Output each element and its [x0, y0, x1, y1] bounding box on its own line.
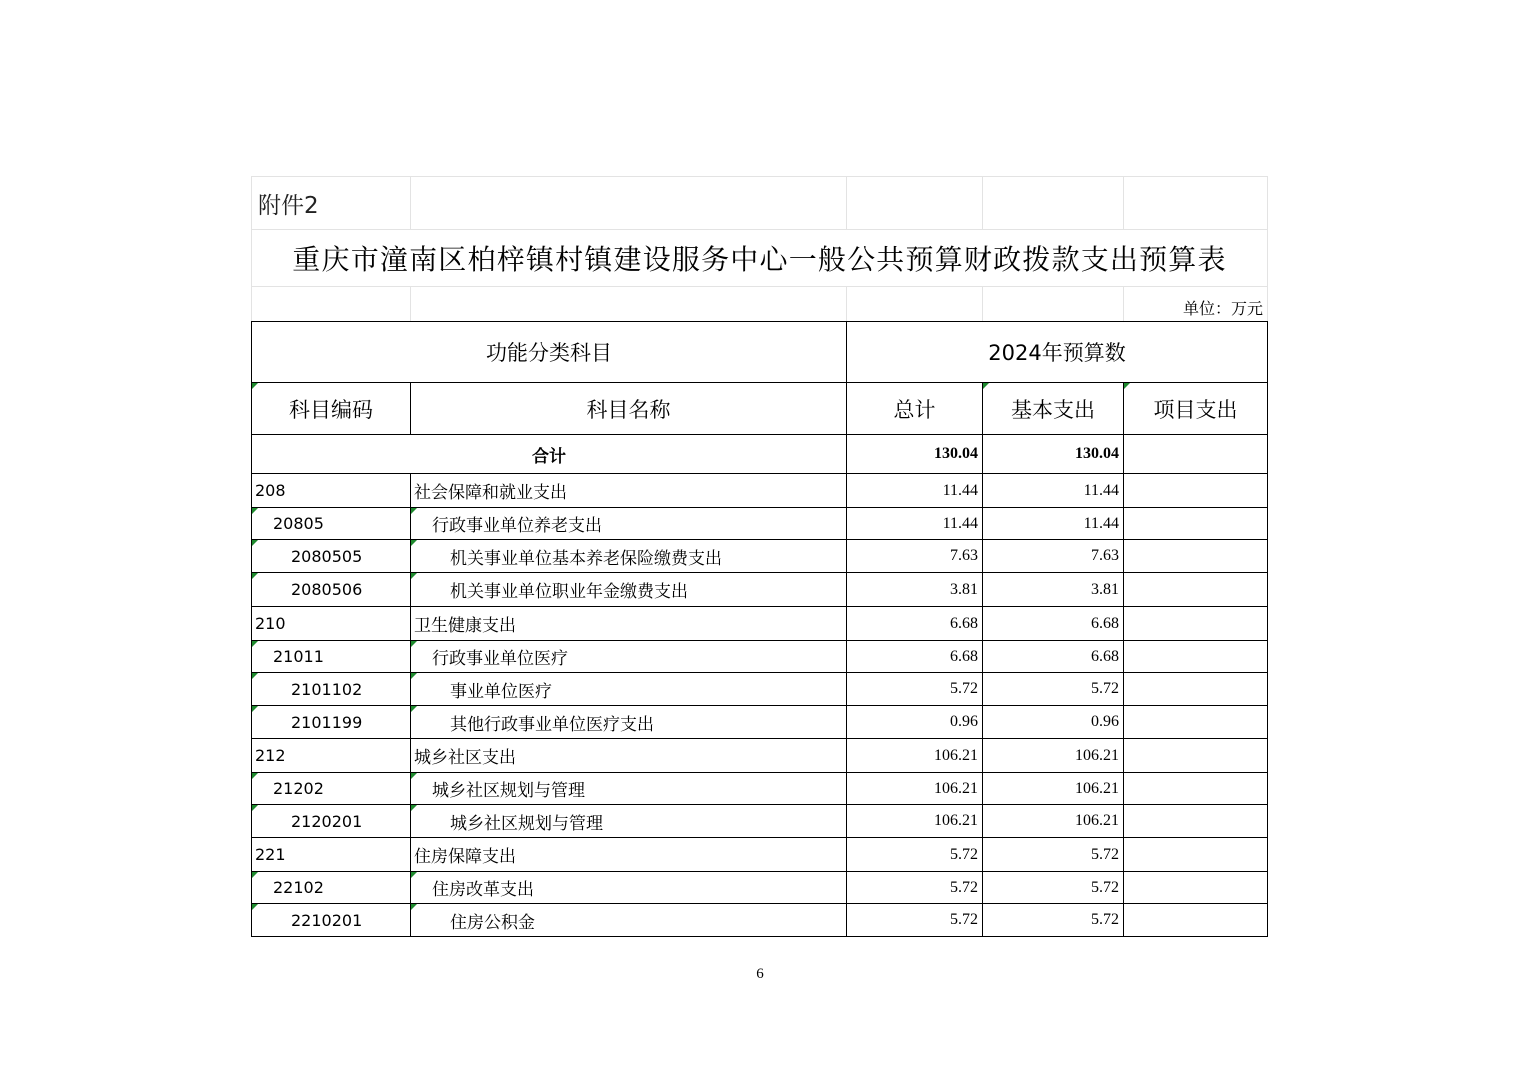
page-number: 6 — [756, 966, 764, 982]
basic-amount: 5.72 — [983, 673, 1124, 706]
total-amount: 11.44 — [847, 474, 983, 508]
table-row — [252, 838, 1268, 872]
project-amount — [1124, 739, 1268, 773]
unit-label: 单位：万元 — [1124, 287, 1268, 322]
total-amount: 130.04 — [847, 435, 983, 474]
project-amount — [1124, 573, 1268, 607]
subject-code: 20805 — [252, 508, 411, 540]
basic-column-header: 基本支出 — [983, 383, 1124, 435]
subject-name: 事业单位医疗 — [411, 673, 847, 706]
total-amount: 7.63 — [847, 540, 983, 573]
group-header-row — [252, 322, 1268, 383]
total-project-amount — [1124, 435, 1268, 474]
attachment-label: 附件2 — [252, 177, 411, 230]
project-amount — [1124, 872, 1268, 904]
project-amount — [1124, 641, 1268, 673]
budget-sheet — [251, 176, 1267, 937]
table-row — [252, 773, 1268, 805]
subject-name: 城乡社区规划与管理 — [411, 773, 847, 805]
total-amount: 6.68 — [847, 641, 983, 673]
basic-amount: 106.21 — [983, 805, 1124, 838]
project-amount — [1124, 805, 1268, 838]
subject-code: 212 — [252, 739, 411, 773]
subject-code: 2101102 — [252, 673, 411, 706]
subject-name: 城乡社区支出 — [411, 739, 847, 773]
basic-amount: 3.81 — [983, 573, 1124, 607]
project-amount — [1124, 773, 1268, 805]
subject-name: 城乡社区规划与管理 — [411, 805, 847, 838]
subject-code: 2080505 — [252, 540, 411, 573]
subject-code: 2120201 — [252, 805, 411, 838]
basic-amount: 6.68 — [983, 641, 1124, 673]
subject-name: 行政事业单位养老支出 — [411, 508, 847, 540]
table-row — [252, 508, 1268, 540]
project-column-header: 项目支出 — [1124, 383, 1268, 435]
basic-amount: 5.72 — [983, 872, 1124, 904]
table-row — [252, 805, 1268, 838]
total-amount: 5.72 — [847, 838, 983, 872]
subject-name: 卫生健康支出 — [411, 607, 847, 641]
table-row — [252, 673, 1268, 706]
subject-code: 22102 — [252, 872, 411, 904]
subject-code: 21202 — [252, 773, 411, 805]
total-basic-amount: 130.04 — [983, 435, 1124, 474]
total-amount: 11.44 — [847, 508, 983, 540]
subject-code: 208 — [252, 474, 411, 508]
project-amount — [1124, 474, 1268, 508]
total-amount: 6.68 — [847, 607, 983, 641]
budget-year-header: 2024年预算数 — [847, 322, 1268, 383]
project-amount — [1124, 904, 1268, 937]
subject-code: 2101199 — [252, 706, 411, 739]
unit-row — [252, 287, 1268, 322]
project-amount — [1124, 540, 1268, 573]
budget-table — [251, 176, 1268, 937]
total-row — [252, 435, 1268, 474]
subject-name: 住房保障支出 — [411, 838, 847, 872]
basic-amount: 106.21 — [983, 739, 1124, 773]
page-title: 重庆市潼南区柏梓镇村镇建设服务中心一般公共预算财政拨款支出预算表 — [252, 230, 1268, 287]
subject-name: 其他行政事业单位医疗支出 — [411, 706, 847, 739]
basic-amount: 11.44 — [983, 474, 1124, 508]
name-column-header: 科目名称 — [411, 383, 847, 435]
subject-name: 社会保障和就业支出 — [411, 474, 847, 508]
total-amount: 106.21 — [847, 805, 983, 838]
project-amount — [1124, 508, 1268, 540]
subject-name: 行政事业单位医疗 — [411, 641, 847, 673]
total-amount: 3.81 — [847, 573, 983, 607]
total-label: 合计 — [252, 435, 847, 474]
project-amount — [1124, 607, 1268, 641]
basic-amount: 106.21 — [983, 773, 1124, 805]
total-amount: 0.96 — [847, 706, 983, 739]
table-row — [252, 607, 1268, 641]
table-row — [252, 872, 1268, 904]
project-amount — [1124, 706, 1268, 739]
table-row — [252, 641, 1268, 673]
table-row — [252, 706, 1268, 739]
code-column-header: 科目编码 — [252, 383, 411, 435]
functional-classification-header: 功能分类科目 — [252, 322, 847, 383]
table-row — [252, 573, 1268, 607]
basic-amount: 11.44 — [983, 508, 1124, 540]
subject-code: 210 — [252, 607, 411, 641]
basic-amount: 7.63 — [983, 540, 1124, 573]
table-row — [252, 540, 1268, 573]
project-amount — [1124, 838, 1268, 872]
subject-name: 住房改革支出 — [411, 872, 847, 904]
subject-code: 2210201 — [252, 904, 411, 937]
subject-code: 21011 — [252, 641, 411, 673]
subject-name: 机关事业单位基本养老保险缴费支出 — [411, 540, 847, 573]
total-column-header: 总计 — [847, 383, 983, 435]
basic-amount: 5.72 — [983, 904, 1124, 937]
attachment-row — [252, 177, 1268, 230]
subject-name: 机关事业单位职业年金缴费支出 — [411, 573, 847, 607]
total-amount: 5.72 — [847, 673, 983, 706]
basic-amount: 5.72 — [983, 838, 1124, 872]
title-row — [252, 230, 1268, 287]
total-amount: 5.72 — [847, 904, 983, 937]
column-header-row — [252, 383, 1268, 435]
subject-code: 221 — [252, 838, 411, 872]
total-amount: 106.21 — [847, 773, 983, 805]
table-row — [252, 739, 1268, 773]
subject-code: 2080506 — [252, 573, 411, 607]
basic-amount: 0.96 — [983, 706, 1124, 739]
table-row — [252, 904, 1268, 937]
total-amount: 106.21 — [847, 739, 983, 773]
subject-name: 住房公积金 — [411, 904, 847, 937]
project-amount — [1124, 673, 1268, 706]
total-amount: 5.72 — [847, 872, 983, 904]
table-row — [252, 474, 1268, 508]
basic-amount: 6.68 — [983, 607, 1124, 641]
